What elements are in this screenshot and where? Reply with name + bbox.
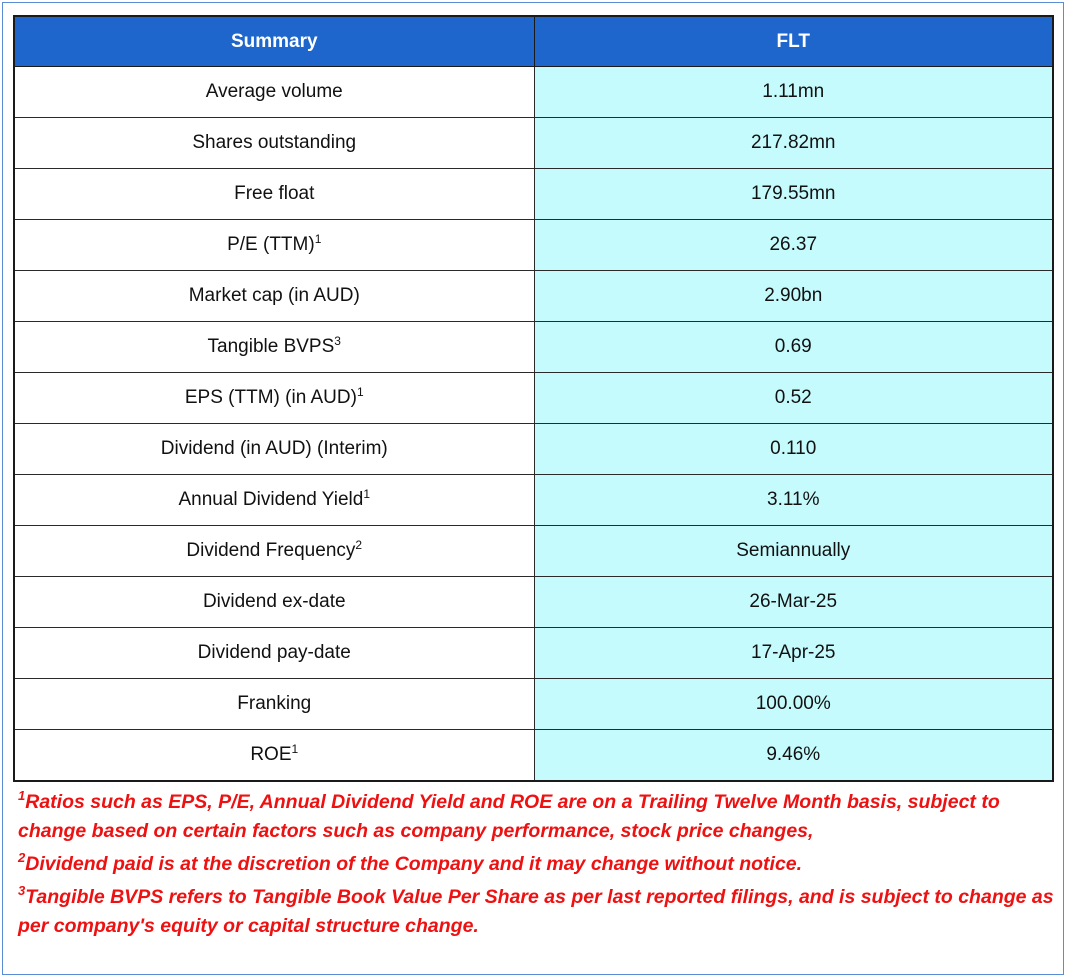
footnote-number: 2 <box>18 850 26 865</box>
table-row <box>14 322 1053 373</box>
row-value: 3.11% <box>534 475 1053 526</box>
row-value: 217.82mn <box>534 118 1053 169</box>
row-label-cell <box>14 373 534 424</box>
row-value: 0.52 <box>534 373 1053 424</box>
footnote-marker: 1 <box>291 742 299 756</box>
row-label: P/E (TTM) <box>227 234 315 255</box>
table-row <box>14 271 1053 322</box>
table-row <box>14 577 1053 628</box>
row-label-cell <box>14 322 534 373</box>
table-row <box>14 628 1053 679</box>
row-label: Free float <box>234 183 315 204</box>
row-label-cell <box>14 730 534 782</box>
header-summary: Summary <box>14 16 534 67</box>
table-row <box>14 220 1053 271</box>
footnote-marker: 3 <box>334 334 341 348</box>
row-value: 0.69 <box>534 322 1053 373</box>
row-value: 1.11mn <box>534 67 1053 118</box>
row-label-cell <box>14 526 534 577</box>
row-label-cell <box>14 67 534 118</box>
table-body <box>14 67 1053 782</box>
footnotes <box>18 788 1058 941</box>
footnote-marker: 2 <box>355 538 363 552</box>
table-row <box>14 424 1053 475</box>
row-label: EPS (TTM) (in AUD) <box>184 387 357 408</box>
table-row <box>14 373 1053 424</box>
table-row <box>14 679 1053 730</box>
header-ticker: FLT <box>534 16 1053 67</box>
table-row <box>14 67 1053 118</box>
table-row <box>14 526 1053 577</box>
row-value: 0.110 <box>534 424 1053 475</box>
row-label-cell <box>14 577 534 628</box>
row-value: 100.00% <box>534 679 1053 730</box>
row-label: Franking <box>237 693 312 714</box>
row-label-cell <box>14 220 534 271</box>
table-header-row <box>14 16 1053 67</box>
footnote-text: Tangible BVPS refers to Tangible Book Value Per Share as per last reported filings, and is subject to change as per company's equity or capital structure change. <box>18 886 1054 937</box>
row-value: 9.46% <box>534 730 1053 782</box>
footnote-number: 3 <box>18 883 26 898</box>
table-row <box>14 730 1053 782</box>
table-row <box>14 169 1053 220</box>
row-label: Shares outstanding <box>192 132 357 153</box>
row-label: Dividend Frequency <box>186 540 356 561</box>
row-label-cell <box>14 424 534 475</box>
row-value: 26-Mar-25 <box>534 577 1053 628</box>
footnote-marker: 1 <box>356 385 364 399</box>
row-label: Average volume <box>205 81 343 102</box>
footnote-text: Ratios such as EPS, P/E, Annual Dividend Yield and ROE are on a Trailing Twelve Month basis, subject to change based on certain factors such as company performance, stock price changes, <box>18 791 1000 842</box>
row-value: 179.55mn <box>534 169 1053 220</box>
footnote-3 <box>18 883 1058 941</box>
footnote-2 <box>18 850 1058 879</box>
row-value: 2.90bn <box>534 271 1053 322</box>
row-value: 17-Apr-25 <box>534 628 1053 679</box>
row-label-cell <box>14 118 534 169</box>
summary-table <box>13 15 1054 782</box>
row-label-cell <box>14 169 534 220</box>
row-label-cell <box>14 271 534 322</box>
row-label: Tangible BVPS <box>207 336 335 357</box>
row-label: Dividend ex-date <box>202 591 346 612</box>
row-label: ROE <box>250 744 292 765</box>
row-label-cell <box>14 679 534 730</box>
row-value: 26.37 <box>534 220 1053 271</box>
table-row <box>14 118 1053 169</box>
row-label: Market cap (in AUD) <box>188 285 360 306</box>
row-label: Dividend pay-date <box>197 642 351 663</box>
row-label-cell <box>14 628 534 679</box>
footnote-marker: 1 <box>314 232 322 246</box>
row-label: Dividend (in AUD) (Interim) <box>160 438 388 459</box>
footnote-marker: 1 <box>363 487 371 501</box>
footnote-1 <box>18 788 1058 846</box>
footnote-number: 1 <box>18 788 26 803</box>
row-label-cell <box>14 475 534 526</box>
footnote-text: Dividend paid is at the discretion of the Company and it may change without notice. <box>25 853 803 875</box>
row-label: Annual Dividend Yield <box>178 489 364 510</box>
table-row <box>14 475 1053 526</box>
row-value: Semiannually <box>534 526 1053 577</box>
